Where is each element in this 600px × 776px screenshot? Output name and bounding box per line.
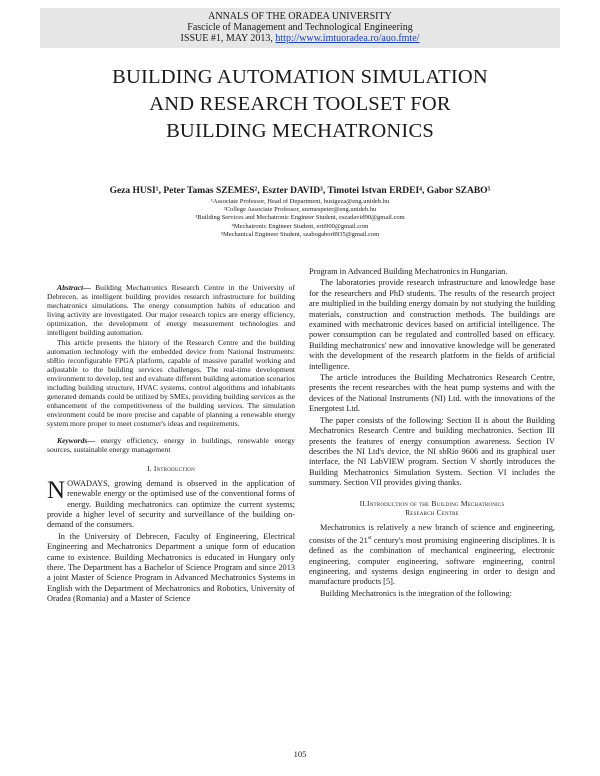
- left-column: [47, 283, 295, 606]
- issue-line: [40, 33, 560, 44]
- mechatronics-definition-b: century's most promising engineering disciplines. It is defined as the combination of mechanical engineering, electronic engineering, computer engineering, software engineering, control engineering, and systems design engineering in order to design and manufacture products [5].: [309, 535, 555, 587]
- fascicle-name: Fascicle of Management and Technological Engineering: [187, 22, 413, 33]
- body-paragraph-article-intro: The article introduces the Building Mechatronics Research Centre, presents the recent researches with the heat pump systems and with the devices of the National Instruments (NI) Ltd. with the innovations of the Energotest Ltd.: [309, 373, 555, 414]
- section-2-heading-line-2: Research Centre: [405, 507, 459, 517]
- abstract: [47, 283, 295, 429]
- section-2-heading-line-1: II.Introduction of the Building Mechatronics: [359, 498, 505, 508]
- affiliation-2: ²College Associate Professor, szemespeter@eng.unideb.hu: [223, 206, 377, 214]
- abstract-label: Abstract—: [57, 283, 91, 292]
- right-column-body: [309, 267, 555, 489]
- journal-url-link[interactable]: http://www.imtuoradea.ro/auo.fmte/: [275, 33, 420, 44]
- issue-text: ISSUE #1, MAY 2013,: [180, 33, 276, 44]
- title-line-3: BUILDING MECHATRONICS: [166, 120, 434, 142]
- abstract-text: Building Mechatronics Research Centre in the University of Debrecen, as intelligent building provides research infrastructure for building mechatronics simulations. The energy consumption habits of education and living activity are investigated. Our major research topics are energy efficiency, optimization, the development of energy measurement technologies and intelligent building automation.: [47, 283, 295, 338]
- right-column: [309, 267, 555, 600]
- keywords-label: Keywords—: [57, 435, 95, 445]
- body-paragraph-laboratories: The laboratories provide research infrastructure and knowledge base for the researchers and PhD students. The results of the research project are multiplied in the building energy domain by not studying the building materials, construction and construction methods. The buildings are examined with mechatronic devices based on artificial intelligence. The power consumption can be regulated and controlled based on efficacy. Building mechatronics' new and innovative knowledge will be generated with the development of the research platform in the fields of artificial intelligence.: [309, 278, 555, 371]
- title-line-1: BUILDING AUTOMATION SIMULATION: [112, 66, 488, 88]
- continued-paragraph: Program in Advanced Building Mechatronics in Hungarian.: [309, 267, 508, 276]
- paper-title: [60, 64, 540, 145]
- affiliation-3: ³Building Services and Mechatronic Engineer Student, eszadavid90@gmail.com: [195, 214, 405, 222]
- keywords: [47, 436, 295, 454]
- building-mechatronics-integration: Building Mechatronics is the integration of the following:: [320, 588, 512, 598]
- journal-name: ANNALS OF THE ORADEA UNIVERSITY: [208, 11, 392, 22]
- section-1-heading: I. Introduction: [147, 463, 195, 473]
- abstract-paragraph-2: This article presents the history of the Research Centre and the building automation technology with the embedded device from National Instruments: sbRio reconfigurable FPGA platform, capable of massive parallel working and adjustable to the building services challenges. The real-time development environment to develop, test and evaluate different building automation scenarios including building structure, HVAC systems, control algorithms and inhabitants generated demands could be utilized by SMEs, providing building services as the enhancement of the competitiveness of the building services. The simulation environment could be more precise and capable of planning a renewable energy system more proper to meet costumer's ideas and requirements.: [47, 337, 295, 429]
- section-2-body: [309, 523, 555, 600]
- section-1-body: [47, 476, 295, 605]
- journal-header: [40, 8, 560, 48]
- affiliation-4: ⁴Mechatronic Engineer Student, erti900@gmail.com: [231, 222, 369, 230]
- superscript-st: st: [367, 534, 372, 541]
- author-list: Geza HUSI¹, Peter Tamas SZEMES², Eszter DAVID³, Timotei Istvan ERDEI⁴, Gabor SZABO⁵: [109, 186, 491, 196]
- body-paragraph-paper-structure: The paper consists of the following: Section II is about the Building Mechatronics Research Centre and building mechatronics. Section III presents the features of energy consumption awareness. Section IV describes the NI Ltd's device, the NI sbRio 9606 and its graphical user interface, the NI LabVIEW program. Section V shortly introduces the Building Mechatronics Simulation System. Section VI includes the summary. Section VII provides giving thanks.: [309, 415, 555, 488]
- keywords-text: energy efficiency, energy in buildings, renewable energy sources, sustainable energy management: [47, 435, 295, 454]
- mechatronics-definition-a: Mechatronics is relatively a new branch of science and engineering, consists of the 21: [309, 522, 555, 545]
- drop-cap-letter: N: [47, 476, 66, 504]
- affiliation-5: ⁵Mechanical Engineer Student, szabogabor8935@gmail.com: [220, 230, 380, 238]
- section-2-heading: [309, 499, 555, 517]
- affiliations: [100, 198, 500, 239]
- title-line-2: AND RESEARCH TOOLSET FOR: [149, 93, 451, 115]
- intro-paragraph-2: In the University of Debrecen, Faculty of Engineering, Electrical Engineering and Mechatronics Department a unique form of education came to existence. Building Mechatronics is educated in Hungary only there. The Department has a Bachelor of Science Program and since 2013 a joint Master of Science Program in Advanced Mechatronics Systems in English with the Department of Mechatronics and Robotics, University of Oradea (Romania) and a Master of Science: [47, 531, 295, 604]
- page-number: 105: [293, 749, 307, 759]
- affiliation-1: ¹Associate Professor, Head of Department, husigeza@eng.unideb.hu: [210, 198, 390, 205]
- intro-paragraph-1: OWADAYS, growing demand is observed in the application of renewable energy or the optimised use of the conventional forms of energy. Building mechatronics can optimize the current systems; provide a higher level of security and surveillance of the building on-demand of the consumers.: [47, 478, 295, 530]
